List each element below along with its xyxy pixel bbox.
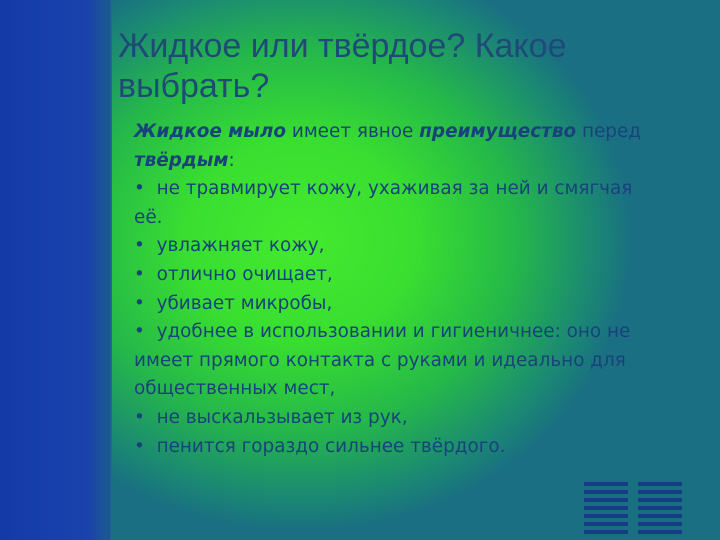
emphasis-solid: твёрдым [134, 149, 229, 171]
intro-line-1 [134, 118, 718, 147]
bullet-icon: • [134, 406, 145, 428]
bullet-text: пенится гораздо сильнее твёрдого. [156, 435, 506, 457]
bullet-icon: • [134, 292, 145, 314]
bullet-item [134, 232, 718, 261]
bullet-continuation: общественных мест, [134, 378, 336, 400]
bullet-item [134, 261, 718, 290]
bullet-continuation: имеет прямого контакта с руками и идеально для [134, 349, 626, 371]
decoration-column-left [584, 480, 628, 540]
bullet-continuation: её. [134, 206, 163, 228]
bullet-item [134, 404, 718, 433]
bullet-icon: • [134, 263, 145, 285]
intro-text-mid: имеет явное [286, 121, 420, 142]
bullet-text: не травмирует кожу, ухаживая за ней и смягчая [156, 178, 633, 200]
intro-text-end: перед [576, 121, 641, 142]
bullet-text: убивает микробы, [156, 292, 333, 314]
bullet-text: удобнее в использовании и гигиеничнее: оно не [156, 321, 631, 343]
emphasis-advantage: преимущество [419, 121, 577, 142]
intro-line-2 [134, 147, 718, 176]
bullet-text: не выскальзывает из рук, [156, 406, 408, 428]
bullet-item [134, 175, 718, 204]
bullet-item [134, 318, 718, 347]
bullet-text: увлажняет кожу, [156, 235, 325, 257]
bullet-icon: • [134, 435, 145, 457]
intro-colon: : [228, 149, 235, 171]
striped-decoration-icon [584, 480, 684, 540]
left-bar-edge [108, 0, 112, 540]
slide-body [134, 118, 718, 461]
bullet-text: отлично очищает, [156, 263, 333, 285]
slide-title: Жидкое или твёрдое? Какое выбрать? [118, 27, 567, 105]
bullet-item [134, 290, 718, 319]
bullet-icon: • [134, 235, 145, 257]
emphasis-liquid-soap: Жидкое мыло [134, 121, 287, 142]
bullet-icon: • [134, 178, 145, 200]
left-decorative-bar [0, 0, 108, 540]
bullet-icon: • [134, 321, 145, 343]
bullet-item [134, 433, 718, 462]
decoration-column-right [638, 480, 682, 540]
